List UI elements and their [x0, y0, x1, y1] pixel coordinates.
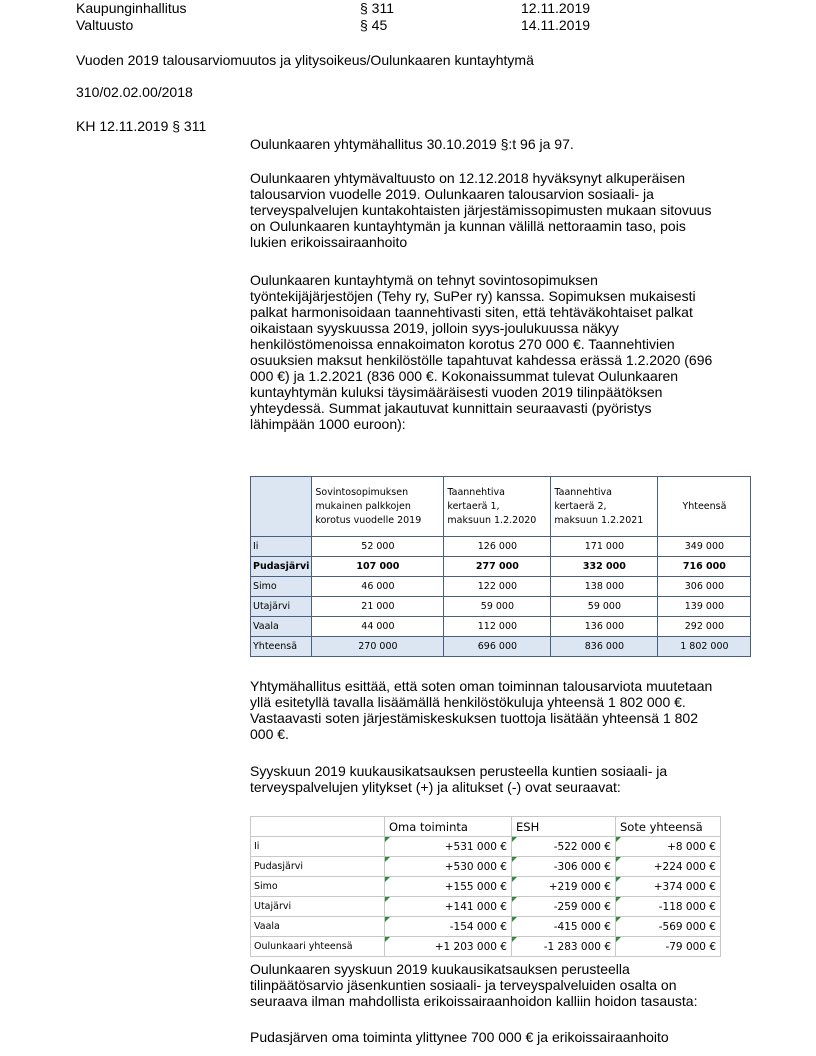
row-label: Oulunkaari yhteensä [251, 937, 385, 957]
column-header: Oma toiminta [385, 817, 512, 837]
table-cell: +8 000 € [616, 837, 721, 857]
column-header: Sovintosopimuksen mukainen palkkojen korotus vuodelle 2019 [312, 477, 444, 537]
header-row-valtuusto [76, 17, 591, 33]
table-row [251, 917, 721, 937]
document-title: Vuoden 2019 talousarviomuutos ja ylitysoikeus/Oulunkaaren kuntayhtymä [76, 52, 534, 68]
paragraph-line: työntekijäjärjestöjen (Tehy ry, SuPer ry) kanssa. Sopimuksen mukaisesti [250, 288, 696, 304]
header-section: § 45 [360, 17, 388, 33]
table-cell: -154 000 € [385, 917, 512, 937]
table-cell: -259 000 € [512, 897, 616, 917]
paragraph-line: kuntayhtymän kuluksi täysimääräisesti vuoden 2019 tilinpäätöksen [250, 384, 663, 400]
table-cell: 716 000 [658, 557, 751, 577]
row-label: Ii [251, 537, 312, 557]
table-row [251, 897, 721, 917]
table-cell: +224 000 € [616, 857, 721, 877]
table-cell: 139 000 [658, 597, 751, 617]
row-label: Utajärvi [251, 597, 312, 617]
table-cell: +155 000 € [385, 877, 512, 897]
table-cell: 46 000 [312, 577, 444, 597]
paragraph-line: henkilöstömenoissa ennakoimaton korotus 270 000 €. Taannehtivien [250, 336, 675, 352]
table-cell: 136 000 [551, 617, 658, 637]
paragraph-line: Vastaavasti soten järjestämiskeskuksen tuottoja lisätään yhteensä 1 802 [250, 710, 698, 726]
salary-settlement-table [250, 476, 751, 657]
table-cell: +530 000 € [385, 857, 512, 877]
table-cell: +1 203 000 € [385, 937, 512, 957]
header-row-kaupunginhallitus [76, 0, 591, 16]
table-row [251, 557, 751, 577]
paragraph-line: yllä esitetyllä tavalla lisäämällä henkilöstökuluja yhteensä 1 802 000 €. [250, 694, 686, 710]
header-section: § 311 [360, 0, 394, 16]
table-cell: 52 000 [312, 537, 444, 557]
record-number: 310/02.02.00/2018 [76, 84, 193, 100]
table-cell: 44 000 [312, 617, 444, 637]
table-cell: -118 000 € [616, 897, 721, 917]
paragraph-line: Oulunkaaren yhtymähallitus 30.10.2019 §:t 96 ja 97. [250, 136, 574, 152]
table-cell: 349 000 [658, 537, 751, 557]
table-cell: 138 000 [551, 577, 658, 597]
paragraph-line: Syyskuun 2019 kuukausikatsauksen perusteella kuntien sosiaali- ja [250, 763, 668, 779]
table-corner-cell [251, 817, 385, 837]
paragraph-line: tilinpäätösarvio jäsenkuntien sosiaali- ja terveyspalveluiden osalta on [250, 977, 677, 993]
paragraph-line: Oulunkaaren syyskuun 2019 kuukausikatsauksen perusteella [250, 961, 630, 977]
paragraph-line: on Oulunkaaren kuntayhtymän ja kunnan välillä nettoraamin taso, pois [250, 218, 686, 234]
column-header: Taannehtiva kertaerä 1, maksuun 1.2.2020 [444, 477, 551, 537]
paragraph-line: Pudasjärven oma toiminta ylittynee 700 000 € ja erikoissairaanhoito [250, 1029, 669, 1045]
table-row [251, 537, 751, 557]
table-row [251, 577, 751, 597]
row-label: Vaala [251, 917, 385, 937]
paragraph-line: palkat harmonisoidaan taannehtivasti siten, että tehtäväkohtaiset palkat [250, 304, 693, 320]
table-cell: +374 000 € [616, 877, 721, 897]
table-cell: 107 000 [312, 557, 444, 577]
row-label: Pudasjärvi [251, 557, 312, 577]
paragraph-line: Oulunkaaren yhtymävaltuusto on 12.12.2018 hyväksynyt alkuperäisen [250, 170, 686, 186]
table-cell: -79 000 € [616, 937, 721, 957]
table-cell: 122 000 [444, 577, 551, 597]
paragraph-6 [250, 961, 750, 1009]
row-label: Vaala [251, 617, 312, 637]
paragraph-line: terveyspalvelujen ylitykset (+) ja alitukset (-) ovat seuraavat: [250, 779, 621, 795]
header-date: 12.11.2019 [521, 0, 591, 16]
paragraph-3 [250, 272, 750, 432]
row-label: Pudasjärvi [251, 857, 385, 877]
paragraph-line: 000 €. [250, 726, 289, 742]
table-cell: 696 000 [444, 637, 551, 657]
table-cell: 59 000 [444, 597, 551, 617]
row-label: Ii [251, 837, 385, 857]
table-cell: 292 000 [658, 617, 751, 637]
table-cell: +141 000 € [385, 897, 512, 917]
paragraph-line: Yhtymähallitus esittää, että soten oman toiminnan talousarviota muutetaan [250, 678, 713, 694]
table-cell: 270 000 [312, 637, 444, 657]
table-cell: 112 000 [444, 617, 551, 637]
table-cell: -415 000 € [512, 917, 616, 937]
paragraph-line: terveyspalvelujen kuntakohtaisten järjestämissopimusten mukaan sitovuus [250, 202, 712, 218]
table-total-row [251, 637, 751, 657]
table-cell: -569 000 € [616, 917, 721, 937]
table-cell: -306 000 € [512, 857, 616, 877]
paragraph-2 [250, 170, 750, 250]
paragraph-line: Oulunkaaren kuntayhtymä on tehnyt sovintosopimuksen [250, 272, 598, 288]
table-cell: 126 000 [444, 537, 551, 557]
header-label: Kaupunginhallitus [76, 0, 187, 16]
paragraph-5 [250, 763, 750, 795]
table-row [251, 617, 751, 637]
row-label: Yhteensä [251, 637, 312, 657]
table-cell: 21 000 [312, 597, 444, 617]
table-corner-cell [251, 477, 312, 537]
paragraph-line: osuuksien maksut henkilöstölle tapahtuvat kahdessa erässä 1.2.2020 (696 [250, 352, 713, 368]
paragraph-1 [250, 136, 750, 152]
paragraph-line: lukien erikoissairaanhoito [250, 234, 408, 250]
table-cell: 332 000 [551, 557, 658, 577]
column-header: Taannehtiva kertaerä 2, maksuun 1.2.2021 [551, 477, 658, 537]
table-cell: 306 000 [658, 577, 751, 597]
overrun-table [250, 816, 721, 957]
paragraph-line: seuraava ilman mahdollista erikoissairaanhoidon kalliin hoidon tasausta: [250, 993, 698, 1009]
header-label: Valtuusto [76, 17, 134, 33]
table-total-row [251, 937, 721, 957]
table-cell: +531 000 € [385, 837, 512, 857]
table-row [251, 837, 721, 857]
row-label: Simo [251, 577, 312, 597]
kh-reference: KH 12.11.2019 § 311 [76, 118, 207, 134]
header-date: 14.11.2019 [521, 17, 591, 33]
table-cell: 1 802 000 [658, 637, 751, 657]
paragraph-line: oikaistaan syyskuussa 2019, jolloin syys-joulukuussa näkyy [250, 320, 619, 336]
table-row [251, 597, 751, 617]
paragraph-line: 000 €) ja 1.2.2021 (836 000 €. Kokonaissummat tulevat Oulunkaaren [250, 368, 679, 384]
paragraph-line: talousarvion vuodelle 2019. Oulunkaaren talousarvion sosiaali- ja [250, 186, 654, 202]
column-header: Sote yhteensä [616, 817, 721, 837]
table-row [251, 857, 721, 877]
paragraph-7 [250, 1029, 750, 1045]
column-header: ESH [512, 817, 616, 837]
paragraph-4 [250, 678, 750, 742]
table-cell: 171 000 [551, 537, 658, 557]
paragraph-line: yhteydessä. Summat jakautuvat kunnittain seuraavasti (pyöristys [250, 400, 652, 416]
row-label: Simo [251, 877, 385, 897]
table-cell: -1 283 000 € [512, 937, 616, 957]
column-header: Yhteensä [658, 477, 751, 537]
row-label: Utajärvi [251, 897, 385, 917]
table-cell: -522 000 € [512, 837, 616, 857]
table-cell: 59 000 [551, 597, 658, 617]
table-cell: 277 000 [444, 557, 551, 577]
table-header-row [251, 477, 751, 537]
table-cell: +219 000 € [512, 877, 616, 897]
table-cell: 836 000 [551, 637, 658, 657]
table-row [251, 877, 721, 897]
table-header-row [251, 817, 721, 837]
paragraph-line: lähimpään 1000 euroon): [250, 416, 406, 432]
